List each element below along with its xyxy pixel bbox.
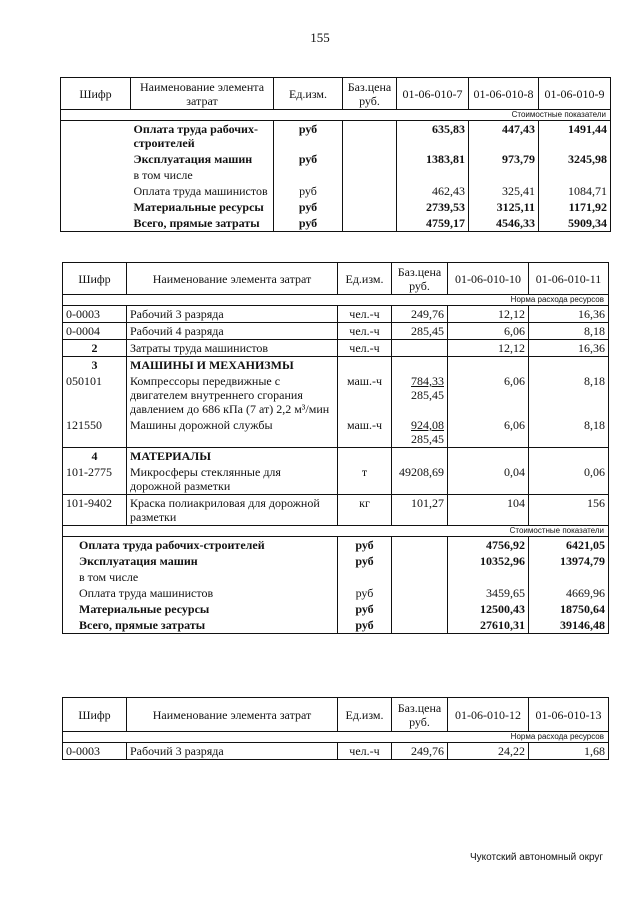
table-row — [63, 601, 609, 617]
row-name: Оплата труда машинистов — [133, 184, 268, 198]
row-value: 5909,34 — [539, 215, 611, 232]
row-value: 1,68 — [529, 743, 609, 760]
table-row — [63, 373, 609, 417]
price-denominator: 285,45 — [411, 432, 444, 446]
row-code: 101-2775 — [63, 464, 127, 495]
row-name: МАШИНЫ И МЕХАНИЗМЫ — [127, 357, 338, 374]
row-value: 156 — [529, 495, 609, 526]
row-value: 12500,43 — [448, 601, 529, 617]
row-value: 24,22 — [448, 743, 529, 760]
row-value: 104 — [448, 495, 529, 526]
row-name: в том числе — [133, 168, 193, 182]
row-unit: руб — [338, 585, 392, 601]
table-row — [63, 495, 609, 526]
row-value: 16,36 — [529, 340, 609, 357]
row-unit: руб — [338, 617, 392, 634]
table-row — [63, 323, 609, 340]
table-header — [61, 78, 611, 110]
row-value: 3245,98 — [539, 151, 611, 167]
row-unit: руб — [274, 121, 343, 152]
row-code: 2 — [63, 340, 127, 357]
header-col-1: 01-06-010-12 — [448, 698, 529, 732]
row-unit: руб — [274, 151, 343, 167]
row-value: 8,18 — [529, 417, 609, 448]
price-denominator: 285,45 — [411, 388, 444, 402]
row-name: Оплата труда рабочих-строителей — [133, 122, 258, 150]
row-value: 2739,53 — [397, 199, 469, 215]
table-row — [63, 417, 609, 448]
row-name: Материальные ресурсы — [133, 200, 264, 214]
row-name: Рабочий 4 разряда — [127, 323, 338, 340]
row-value: 27610,31 — [448, 617, 529, 634]
table-row — [63, 357, 609, 374]
row-value: 16,36 — [529, 306, 609, 323]
section-row — [63, 526, 609, 537]
row-code: 0-0003 — [63, 306, 127, 323]
footer-region: Чукотский автономный округ — [470, 852, 604, 863]
row-price: 249,76 — [392, 743, 448, 760]
row-value: 6,06 — [448, 417, 529, 448]
header-price: Баз.цена руб. — [343, 78, 397, 110]
row-value: 447,43 — [469, 121, 539, 152]
resource-table-2 — [62, 262, 609, 634]
row-unit: чел.-ч — [338, 340, 392, 357]
table-row — [63, 585, 609, 601]
header-col-3: 01-06-010-9 — [539, 78, 611, 110]
header-code: Шифр — [63, 263, 127, 295]
row-value: 10352,96 — [448, 553, 529, 569]
row-unit: кг — [338, 495, 392, 526]
row-value: 4759,17 — [397, 215, 469, 232]
resource-table-3 — [62, 697, 609, 760]
row-code: 121550 — [63, 417, 127, 448]
header-unit: Ед.изм. — [274, 78, 343, 110]
row-value: 13974,79 — [529, 553, 609, 569]
row-unit: т — [338, 464, 392, 495]
table-header — [63, 263, 609, 295]
row-value: 1171,92 — [539, 199, 611, 215]
row-code: 3 — [63, 357, 127, 374]
row-name: Эксплуатация машин — [63, 553, 338, 569]
header-price: Баз.цена руб. — [392, 698, 448, 732]
table-row — [63, 537, 609, 554]
row-name: Затраты труда машинистов — [127, 340, 338, 357]
row-price: 49208,69 — [392, 464, 448, 495]
section-label: Норма расхода ресурсов — [63, 732, 609, 743]
table-row — [63, 569, 609, 585]
row-value: 18750,64 — [529, 601, 609, 617]
price-numerator: 924,08 — [411, 418, 444, 432]
row-name: Машины дорожной службы — [127, 417, 338, 448]
row-value: 12,12 — [448, 340, 529, 357]
row-value: 39146,48 — [529, 617, 609, 634]
header-col-1: 01-06-010-7 — [397, 78, 469, 110]
section-label: Норма расхода ресурсов — [63, 295, 609, 306]
row-code: 050101 — [63, 373, 127, 417]
row-code: 4 — [63, 448, 127, 465]
row-price: 285,45 — [392, 323, 448, 340]
header-col-1: 01-06-010-10 — [448, 263, 529, 295]
row-value: 3125,11 — [469, 199, 539, 215]
row-value: 635,83 — [397, 121, 469, 152]
header-col-2: 01-06-010-8 — [469, 78, 539, 110]
row-value: 4756,92 — [448, 537, 529, 554]
row-unit: руб — [274, 199, 343, 215]
price-numerator: 784,33 — [411, 374, 444, 388]
row-name: Рабочий 3 разряда — [127, 306, 338, 323]
header-name: Наименование элемента затрат — [127, 263, 338, 295]
header-price: Баз.цена руб. — [392, 263, 448, 295]
row-name: Всего, прямые затраты — [63, 617, 338, 634]
table-row — [63, 464, 609, 495]
table-row — [61, 151, 611, 167]
row-price — [392, 417, 448, 448]
row-value: 4669,96 — [529, 585, 609, 601]
row-name: Материальные ресурсы — [63, 601, 338, 617]
row-name: Оплата труда рабочих-строителей — [63, 537, 338, 554]
page-number: 155 — [310, 30, 330, 45]
row-name: Краска полиакриловая для дорожной разметки — [127, 495, 338, 526]
row-name: в том числе — [63, 569, 338, 585]
row-price — [392, 373, 448, 417]
section-row — [63, 295, 609, 306]
row-unit: руб — [338, 553, 392, 569]
row-unit: маш.-ч — [338, 373, 392, 417]
row-unit: руб — [338, 601, 392, 617]
table-row — [61, 167, 611, 183]
section-row — [63, 732, 609, 743]
row-code: 0-0003 — [63, 743, 127, 760]
row-name: Компрессоры передвижные с двигателем внутреннего сгорания давлением до 686 кПа (7 ат) 2,2 м³/мин — [127, 373, 338, 417]
header-col-2: 01-06-010-11 — [529, 263, 609, 295]
table-row — [63, 340, 609, 357]
row-price: 101,27 — [392, 495, 448, 526]
section-label: Стоимостные показатели — [63, 526, 609, 537]
row-value: 1383,81 — [397, 151, 469, 167]
row-unit: руб — [274, 215, 343, 232]
row-name: МАТЕРИАЛЫ — [127, 448, 338, 465]
row-value: 973,79 — [469, 151, 539, 167]
table-row — [63, 306, 609, 323]
section-row — [61, 110, 611, 121]
row-name: Всего, прямые затраты — [131, 215, 274, 232]
header-unit: Ед.изм. — [338, 698, 392, 732]
row-value: 6421,05 — [529, 537, 609, 554]
row-value: 325,41 — [469, 183, 539, 199]
row-value: 0,06 — [529, 464, 609, 495]
row-unit: руб — [274, 183, 343, 199]
table-row — [61, 121, 611, 152]
table-row — [63, 553, 609, 569]
table-header — [63, 698, 609, 732]
row-code: 101-9402 — [63, 495, 127, 526]
table-row — [63, 743, 609, 760]
row-name: Рабочий 3 разряда — [127, 743, 338, 760]
table-row — [63, 617, 609, 634]
row-value: 3459,65 — [448, 585, 529, 601]
row-value: 4546,33 — [469, 215, 539, 232]
row-value: 1084,71 — [539, 183, 611, 199]
row-name: Микросферы стеклянные для дорожной разметки — [127, 464, 338, 495]
header-code: Шифр — [63, 698, 127, 732]
row-name: Эксплуатация машин — [133, 152, 253, 166]
row-unit: чел.-ч — [338, 743, 392, 760]
header-col-2: 01-06-010-13 — [529, 698, 609, 732]
header-unit: Ед.изм. — [338, 263, 392, 295]
header-name: Наименование элемента затрат — [127, 698, 338, 732]
row-price: 249,76 — [392, 306, 448, 323]
table-row — [61, 199, 611, 215]
row-value: 6,06 — [448, 373, 529, 417]
row-value: 12,12 — [448, 306, 529, 323]
row-value: 1491,44 — [539, 121, 611, 152]
row-value: 6,06 — [448, 323, 529, 340]
table-row — [63, 448, 609, 465]
row-name: Оплата труда машинистов — [63, 585, 338, 601]
section-label: Стоимостные показатели — [61, 110, 611, 121]
row-value: 8,18 — [529, 373, 609, 417]
row-unit: чел.-ч — [338, 323, 392, 340]
row-value: 8,18 — [529, 323, 609, 340]
row-code: 0-0004 — [63, 323, 127, 340]
row-unit: чел.-ч — [338, 306, 392, 323]
row-unit: руб — [338, 537, 392, 554]
row-value: 462,43 — [397, 183, 469, 199]
cost-table-1 — [60, 77, 611, 232]
table-row — [61, 183, 611, 199]
header-code: Шифр — [61, 78, 131, 110]
row-unit: маш.-ч — [338, 417, 392, 448]
row-value: 0,04 — [448, 464, 529, 495]
header-name: Наименование элемента затрат — [131, 78, 274, 110]
table-row — [61, 215, 611, 232]
